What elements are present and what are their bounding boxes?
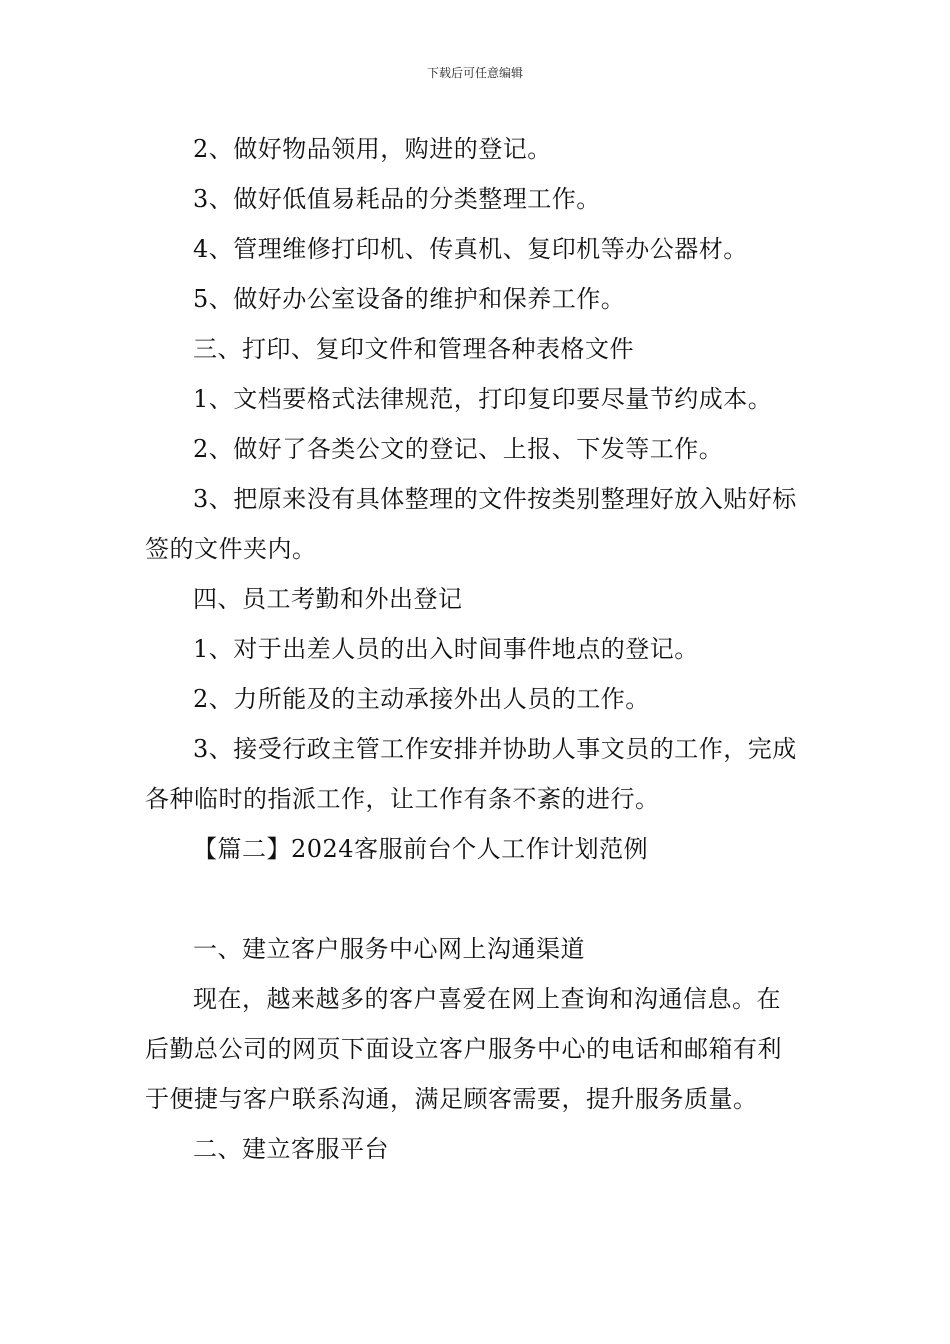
paragraph: 3、做好低值易耗品的分类整理工作。 xyxy=(193,185,601,213)
paragraph: 2、做好了各类公文的登记、上报、下发等工作。 xyxy=(193,435,724,463)
paragraph: 4、管理维修打印机、传真机、复印机等办公器材。 xyxy=(193,235,748,263)
chapter-heading: 【篇二】2024客服前台个人工作计划范例 xyxy=(193,835,649,863)
paragraph: 3、把原来没有具体整理的文件按类别整理好放入贴好标签的文件夹内。 xyxy=(145,485,797,563)
paragraph: 2、做好物品领用，购进的登记。 xyxy=(193,135,552,163)
document-body xyxy=(145,124,805,1174)
section-heading: 一、建立客户服务中心网上沟通渠道 xyxy=(193,935,585,963)
paragraph: 2、力所能及的主动承接外出人员的工作。 xyxy=(193,685,650,713)
paragraph: 3、接受行政主管工作安排并协助人事文员的工作，完成各种临时的指派工作，让工作有条不紊的进行。 xyxy=(145,735,797,813)
section-heading: 四、员工考勤和外出登记 xyxy=(193,585,463,613)
page-header: 下载后可任意编辑 xyxy=(426,66,523,80)
section-heading: 二、建立客服平台 xyxy=(193,1135,389,1163)
paragraph: 现在，越来越多的客户喜爱在网上查询和沟通信息。在后勤总公司的网页下面设立客户服务中心的电话和邮箱有利于便捷与客户联系沟通，满足顾客需要，提升服务质量。 xyxy=(145,985,782,1113)
blank-line xyxy=(145,874,805,924)
section-heading: 三、打印、复印文件和管理各种表格文件 xyxy=(193,335,634,363)
paragraph: 1、对于出差人员的出入时间事件地点的登记。 xyxy=(193,635,699,663)
paragraph: 1、文档要格式法律规范，打印复印要尽量节约成本。 xyxy=(193,385,773,413)
paragraph: 5、做好办公室设备的维护和保养工作。 xyxy=(193,285,626,313)
